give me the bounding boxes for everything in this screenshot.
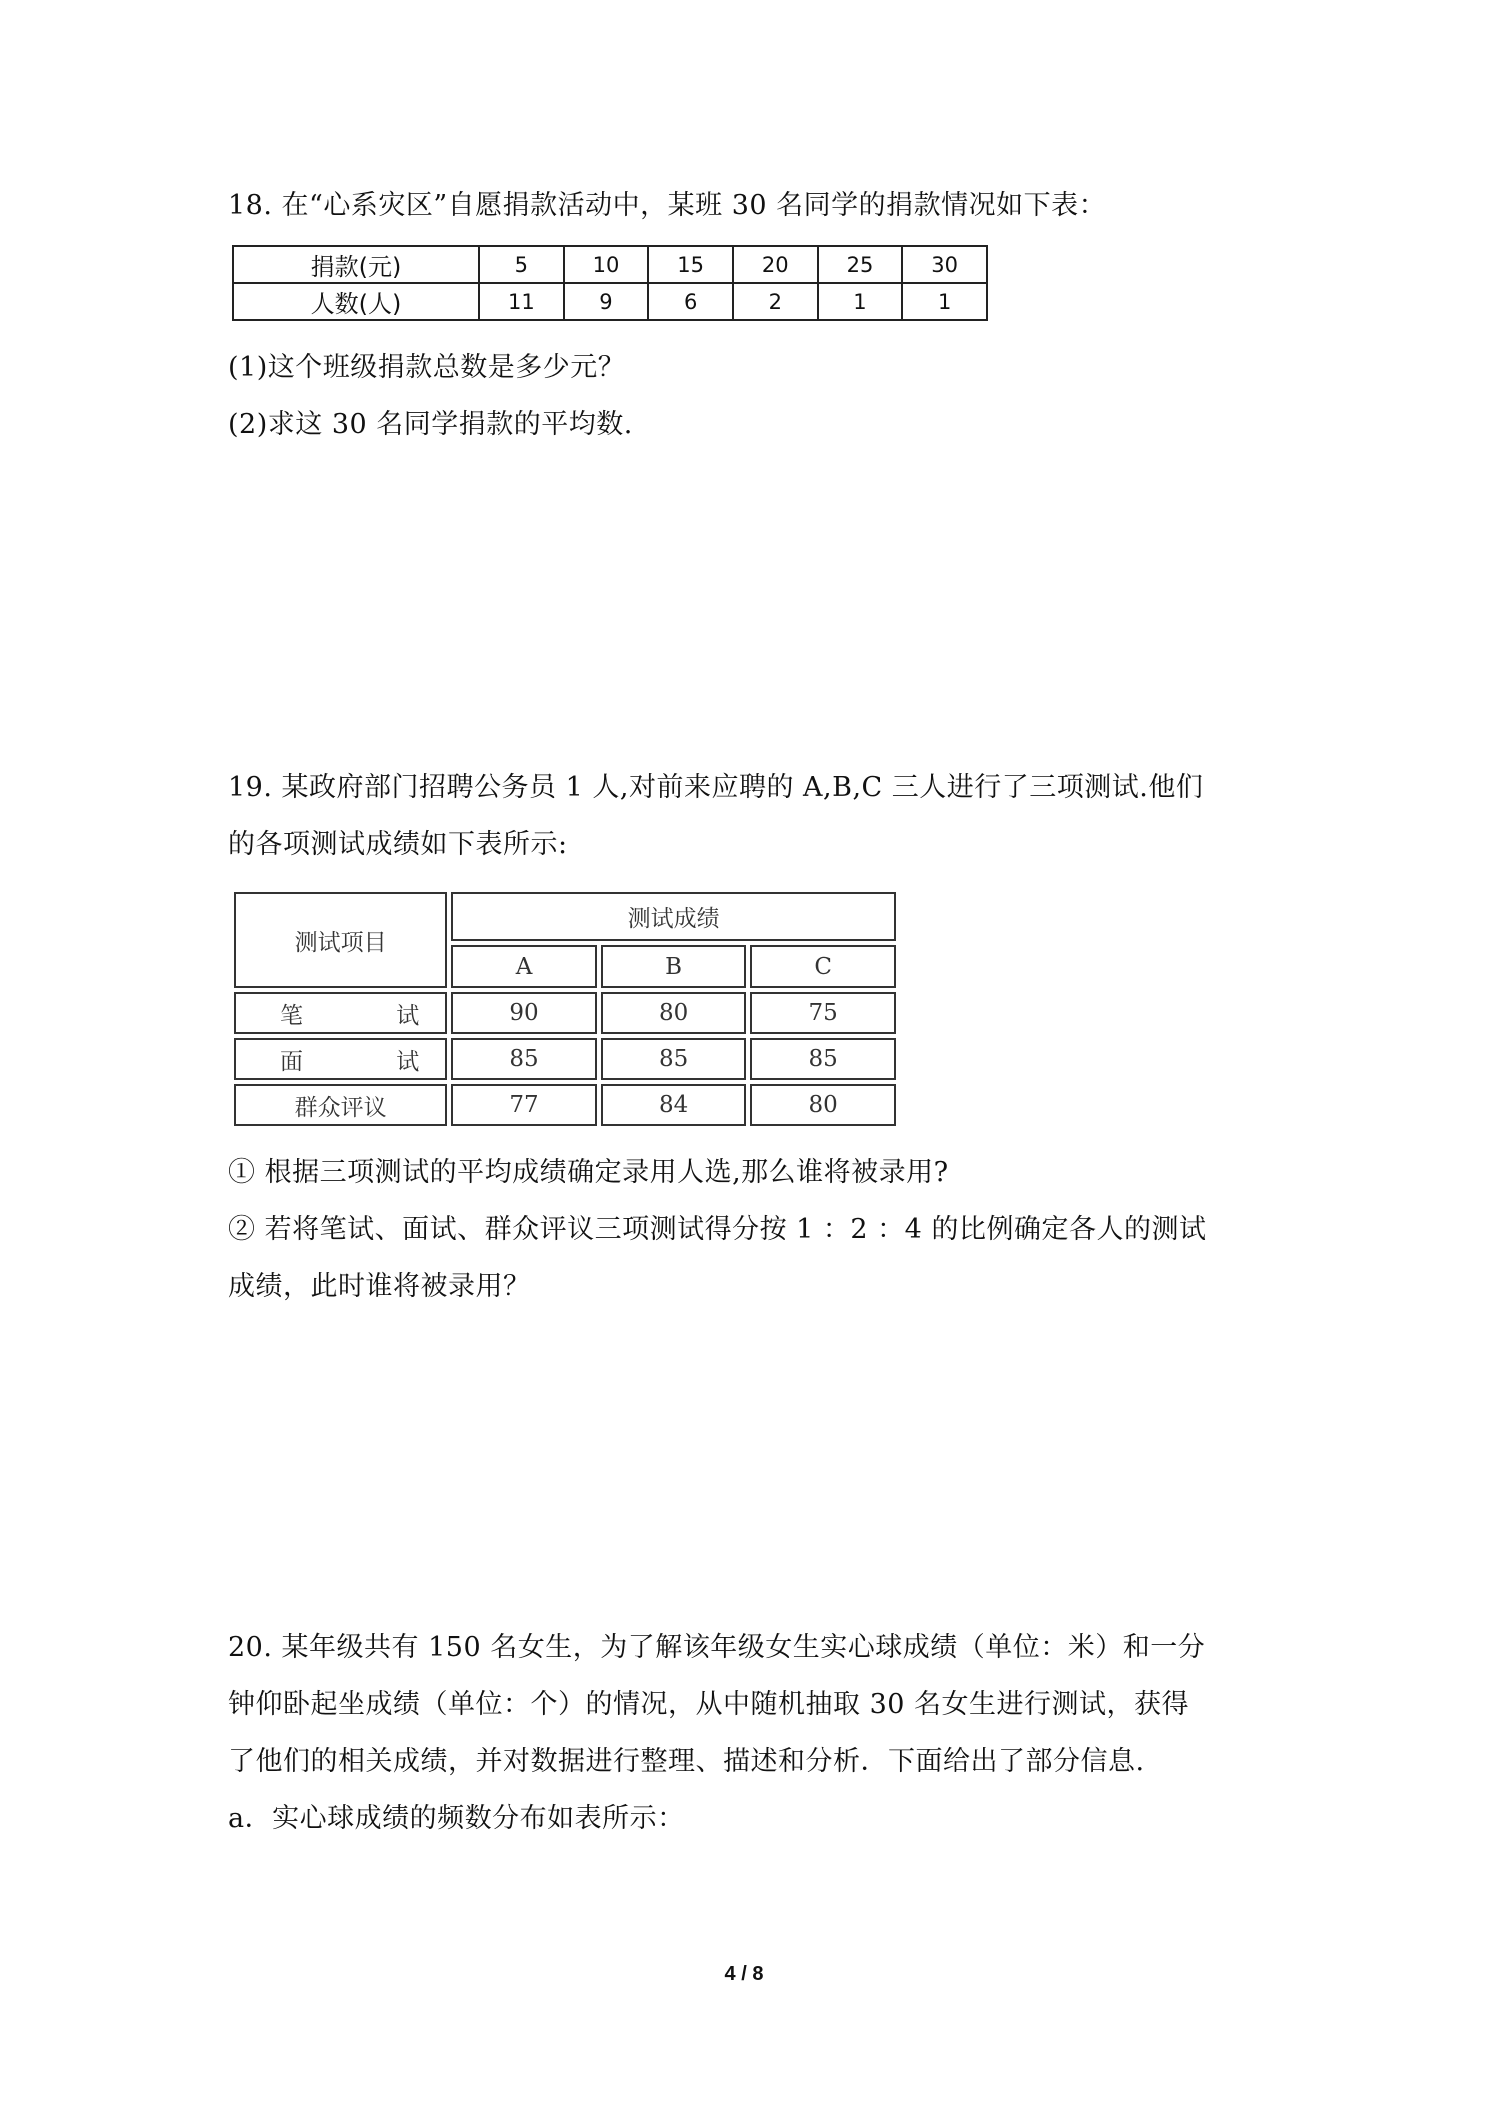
col-header: A <box>451 945 597 988</box>
row-header-interview <box>234 1038 447 1080</box>
q19-part2-line2: 成绩，此时谁将被录用？ <box>228 1271 531 1302</box>
corner-header: 测试项目 <box>234 892 447 988</box>
q19-part1: ① 根据三项测试的平均成绩确定录用人选,那么谁将被录用? <box>228 1157 949 1188</box>
table-cell: 20 <box>733 246 818 283</box>
q19-part2-line1: ② 若将笔试、面试、群众评议三项测试得分按 1 ：2 ：4 的比例确定各人的测试 <box>228 1214 1207 1245</box>
donation-table <box>232 245 988 321</box>
table-cell: 85 <box>451 1038 597 1080</box>
table-cell: 90 <box>451 992 597 1034</box>
q20-line2: 钟仰卧起坐成绩（单位：个）的情况，从中随机抽取 30 名女生进行测试，获得 <box>228 1689 1190 1720</box>
q19-line2: 的各项测试成绩如下表所示: <box>228 829 568 860</box>
table-cell: 80 <box>601 992 747 1034</box>
col-header: B <box>601 945 747 988</box>
group-header: 测试成绩 <box>451 892 896 941</box>
row-label-part: 试 <box>396 1048 420 1075</box>
q19-line1: 19. 某政府部门招聘公务员 1 人,对前来应聘的 A,B,C 三人进行了三项测试.他们 <box>228 772 1204 803</box>
q20-line1: 20. 某年级共有 150 名女生，为了解该年级女生实心球成绩（单位：米）和一分 <box>228 1632 1206 1663</box>
row-header-public-review: 群众评议 <box>234 1084 447 1126</box>
q18-part1: (1)这个班级捐款总数是多少元？ <box>228 352 626 383</box>
table-cell: 25 <box>818 246 903 283</box>
row-label-part: 面 <box>280 1048 303 1075</box>
table-cell: 10 <box>564 246 649 283</box>
table-cell: 11 <box>479 283 564 320</box>
table-cell: 30 <box>902 246 987 283</box>
col-header: C <box>750 945 896 988</box>
row-label-part: 试 <box>396 1002 420 1029</box>
table-cell: 1 <box>902 283 987 320</box>
row-header-donation: 捐款(元) <box>233 246 479 283</box>
table-cell: 75 <box>750 992 896 1034</box>
table-cell: 6 <box>648 283 733 320</box>
table-row <box>233 283 987 320</box>
table-cell: 85 <box>750 1038 896 1080</box>
q18-part2: (2)求这 30 名同学捐款的平均数. <box>228 409 633 440</box>
q20-line3: 了他们的相关成绩，并对数据进行整理、描述和分析．下面给出了部分信息. <box>228 1746 1145 1777</box>
table-row <box>234 892 896 941</box>
row-header-written <box>234 992 447 1034</box>
table-cell: 5 <box>479 246 564 283</box>
table-cell: 85 <box>601 1038 747 1080</box>
table-cell: 15 <box>648 246 733 283</box>
table-cell: 1 <box>818 283 903 320</box>
table-row <box>234 992 896 1034</box>
q20-line4: a．实心球成绩的频数分布如表所示： <box>228 1803 685 1834</box>
table-cell: 77 <box>451 1084 597 1126</box>
table-cell: 84 <box>601 1084 747 1126</box>
table-row <box>234 1038 896 1080</box>
page-number: 4 / 8 <box>724 1963 764 1985</box>
table-cell: 9 <box>564 283 649 320</box>
table-cell: 2 <box>733 283 818 320</box>
table-row <box>233 246 987 283</box>
table-cell: 80 <box>750 1084 896 1126</box>
test-score-table <box>230 888 900 1130</box>
row-header-people: 人数(人) <box>233 283 479 320</box>
table-row <box>234 1084 896 1126</box>
row-label-part: 笔 <box>280 1002 303 1029</box>
q18-intro: 18. 在“心系灾区”自愿捐款活动中，某班 30 名同学的捐款情况如下表： <box>228 190 1107 221</box>
